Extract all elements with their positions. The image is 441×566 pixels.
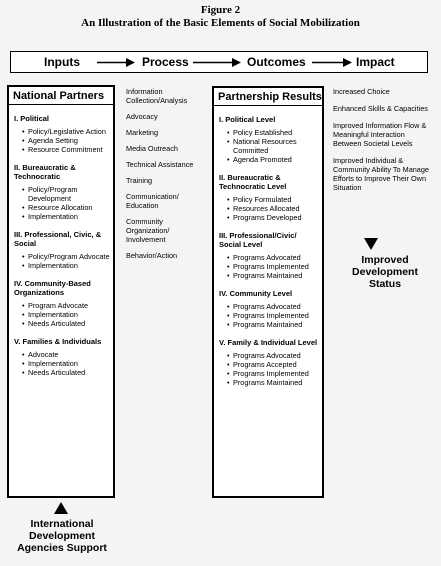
process-item: Advocacy [126, 112, 158, 121]
section [14, 114, 110, 154]
impact-list [333, 87, 433, 200]
section-items [14, 301, 110, 328]
partnership-results-title: Partnership Results [214, 88, 322, 106]
process-item: Media Outreach [126, 144, 178, 153]
flow-process: Process [142, 55, 189, 69]
partnership-results-box [212, 86, 324, 498]
list-item: • Programs Developed [227, 213, 319, 222]
support-label: International Development Agencies Support [17, 518, 107, 554]
flow-outcomes: Outcomes [247, 55, 306, 69]
process-item: Technical Assistance [126, 160, 194, 169]
section [219, 289, 319, 329]
list-item: • Program Advocate [22, 301, 110, 310]
list-item: • Needs Articulated [22, 319, 110, 328]
list-item: • Agenda Setting [22, 136, 110, 145]
list-item: • Resources Allocated [227, 204, 319, 213]
section-heading: V. Family & Individual Level [219, 338, 318, 347]
list-item: • Resource Commitment [22, 145, 110, 154]
list-item: • Resource Allocation [22, 203, 110, 212]
national-partners-title: National Partners [9, 87, 113, 105]
list-item: • Programs Implemented [227, 369, 319, 378]
figure-label: Figure 2 [200, 4, 241, 16]
list-item: • Programs Implemented [227, 311, 319, 320]
list-item: • Programs Advocated [227, 253, 319, 262]
process-item: Marketing [126, 128, 159, 137]
impact-down-arrow-icon [364, 238, 378, 250]
impact-item: Enhanced Skills & Capacities [333, 104, 428, 113]
section-heading: IV. Community-Based Organizations [14, 279, 91, 297]
flow-arrow-2 [193, 58, 241, 67]
section-heading: IV. Community Level [219, 289, 293, 298]
process-item: Community Organization/ Involvement [126, 217, 170, 244]
list-item: • Implementation [22, 310, 110, 319]
list-item: • Implementation [22, 359, 110, 368]
national-partners-box [7, 85, 115, 498]
impact-item: Increased Choice [333, 87, 390, 96]
section-items [219, 195, 319, 222]
section-heading: II. Bureaucratic & Technocratic [14, 163, 76, 181]
flow-impact: Impact [356, 55, 395, 69]
list-item: • Implementation [22, 261, 110, 270]
process-item: Communication/ Education [126, 192, 179, 210]
process-list [126, 87, 204, 267]
national-partners-sections [9, 114, 113, 377]
list-item: • Policy/Program Advocate [22, 252, 110, 261]
impact-item: Improved Information Flow & Meaningful Interaction Between Societal Levels [333, 121, 427, 148]
section-items [219, 128, 319, 164]
process-item: Behavior/Action [126, 251, 178, 260]
list-item: • Programs Advocated [227, 351, 319, 360]
section-items [14, 127, 110, 154]
figure-title: An Illustration of the Basic Elements of Social Mobilization [81, 17, 360, 29]
section-items [219, 253, 319, 280]
section-items [219, 351, 319, 387]
section [14, 337, 110, 377]
list-item: • Policy Formulated [227, 195, 319, 204]
list-item: • Policy/Legislative Action [22, 127, 110, 136]
section-items [14, 350, 110, 377]
section-heading: V. Families & Individuals [14, 337, 102, 346]
section [14, 230, 110, 270]
partnership-results-sections [214, 115, 322, 387]
section-heading: II. Bureaucratic & Technocratic Level [219, 173, 287, 191]
list-item: • Programs Accepted [227, 360, 319, 369]
list-item: • Advocate [22, 350, 110, 359]
list-item: • Programs Maintained [227, 378, 319, 387]
list-item: • Implementation [22, 212, 110, 221]
section-heading: III. Professional/Civic/ Social Level [219, 231, 297, 249]
list-item: • Programs Maintained [227, 271, 319, 280]
impact-result: Improved Development Status [352, 254, 418, 290]
support-up-arrow-icon [54, 502, 68, 514]
list-item: • Needs Articulated [22, 368, 110, 377]
list-item: • Programs Advocated [227, 302, 319, 311]
list-item: • Programs Maintained [227, 320, 319, 329]
process-item: Training [126, 176, 153, 185]
section [219, 231, 319, 280]
list-item: • Policy/Program Development [22, 185, 110, 203]
section-heading: III. Professional, Civic, & Social [14, 230, 102, 248]
list-item: • Programs Implemented [227, 262, 319, 271]
flow-inputs: Inputs [44, 55, 80, 69]
flow-arrow-1 [97, 58, 135, 67]
section-heading: I. Political Level [219, 115, 276, 124]
section [14, 279, 110, 328]
section-items [14, 252, 110, 270]
list-item: • National Resources Committed [227, 137, 319, 155]
list-item: • Policy Established [227, 128, 319, 137]
section [14, 163, 110, 221]
section [219, 338, 319, 387]
flow-arrow-3 [312, 58, 352, 67]
section [219, 115, 319, 164]
section-items [219, 302, 319, 329]
section-heading: I. Political [14, 114, 50, 123]
process-item: Information Collection/Analysis [126, 87, 188, 105]
section-items [14, 185, 110, 221]
section [219, 173, 319, 222]
impact-item: Improved Individual & Community Ability To Manage Efforts to Improve Their Own Situation [333, 156, 429, 192]
list-item: • Agenda Promoted [227, 155, 319, 164]
